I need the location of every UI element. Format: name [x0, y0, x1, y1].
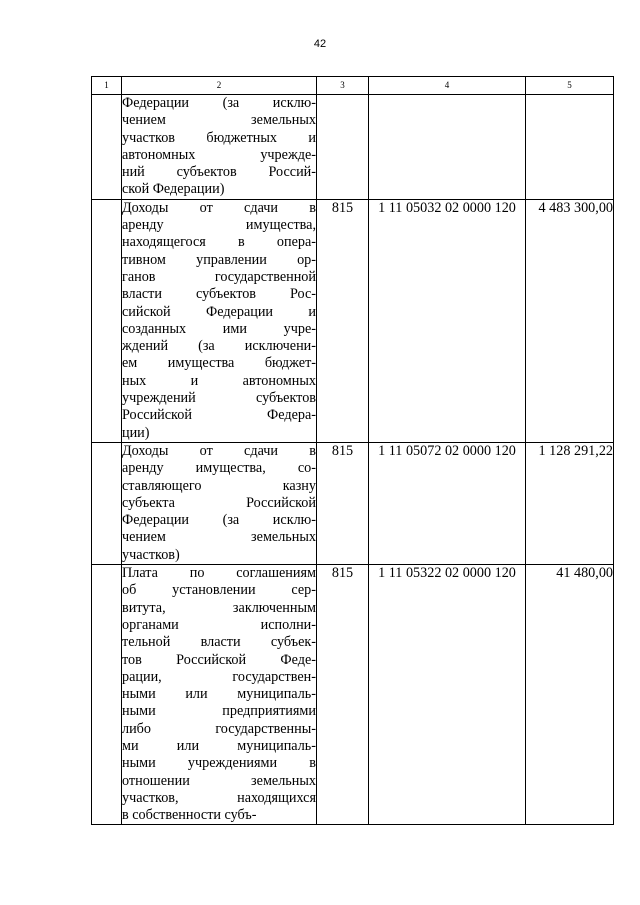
- revenue-name-line: участков): [122, 546, 180, 563]
- revenue-name-line: тельной власти субъек-: [122, 634, 316, 651]
- revenue-name-line: власти субъектов Рос-: [122, 286, 316, 303]
- revenue-name-line: чением земельных: [122, 529, 316, 546]
- table-header-row: [92, 77, 614, 95]
- page-number: 42: [313, 38, 327, 50]
- revenue-name-line: ными предприятиями: [122, 703, 316, 720]
- revenue-name-line: субъекта Российской: [122, 494, 316, 511]
- admin-code-cell: 815: [317, 565, 369, 825]
- row-number-cell: [92, 95, 122, 200]
- revenue-table: [91, 76, 614, 825]
- amount-cell: 4 483 300,00: [526, 199, 614, 442]
- revenue-name-line: либо государственны-: [122, 720, 316, 737]
- revenue-name-line: Российской Федера-: [122, 407, 316, 424]
- revenue-name-line: ми или муниципаль-: [122, 737, 316, 754]
- amount-cell: 41 480,00: [526, 565, 614, 825]
- table-row: [92, 199, 614, 442]
- revenue-name-line: находящегося в опера-: [122, 234, 316, 251]
- revenue-name-line: учреждений субъектов: [122, 390, 316, 407]
- revenue-name-line: об установлении сер-: [122, 582, 316, 599]
- column-header-4: 4: [369, 77, 526, 95]
- revenue-name-line: ными или муниципаль-: [122, 686, 316, 703]
- revenue-name-line: сийской Федерации и: [122, 303, 316, 320]
- revenue-name-line: в собственности субъ-: [122, 807, 257, 824]
- revenue-name-line: ставляющего казну: [122, 477, 316, 494]
- revenue-name-line: Федерации (за исклю-: [122, 95, 316, 111]
- revenue-name-line: ской Федерации): [122, 181, 225, 198]
- budget-classification-code-cell: 1 11 05032 02 0000 120: [369, 199, 526, 442]
- table-row: [92, 442, 614, 564]
- column-header-3: 3: [317, 77, 369, 95]
- amount-cell: [526, 95, 614, 200]
- row-number-cell: [92, 199, 122, 442]
- budget-classification-code-cell: 1 11 05072 02 0000 120: [369, 442, 526, 564]
- revenue-name-line: ждений (за исключени-: [122, 338, 316, 355]
- revenue-name-line: аренду имущества, со-: [122, 460, 316, 477]
- revenue-name-line: отношении земельных: [122, 772, 316, 789]
- revenue-name-line: ции): [122, 424, 150, 441]
- column-header-1: 1: [92, 77, 122, 95]
- row-number-cell: [92, 442, 122, 564]
- revenue-name-line: Плата по соглашениям: [122, 565, 316, 582]
- revenue-name-line: Доходы от сдачи в: [122, 199, 316, 216]
- table-body: [92, 95, 614, 825]
- revenue-name-line: автономных учрежде-: [122, 146, 316, 163]
- revenue-name-line: участков бюджетных и: [122, 129, 316, 146]
- revenue-name-line: ганов государственной: [122, 268, 316, 285]
- revenue-name-line: Доходы от сдачи в: [122, 442, 316, 459]
- admin-code-cell: 815: [317, 442, 369, 564]
- revenue-name-line: органами исполни-: [122, 616, 316, 633]
- admin-code-cell: 815: [317, 199, 369, 442]
- budget-classification-code-cell: [369, 95, 526, 200]
- table-row: [92, 95, 614, 200]
- revenue-name-line: рации, государствен-: [122, 668, 316, 685]
- admin-code-cell: [317, 95, 369, 200]
- column-header-5: 5: [526, 77, 614, 95]
- revenue-name-line: ных и автономных: [122, 372, 316, 389]
- revenue-name-line: ний субъектов Россий-: [122, 164, 316, 181]
- revenue-name-cell: [122, 565, 317, 825]
- revenue-name-cell: [122, 95, 317, 200]
- column-header-2: 2: [122, 77, 317, 95]
- revenue-name-line: ем имущества бюджет-: [122, 355, 316, 372]
- revenue-name-line: участков, находящихся: [122, 789, 316, 806]
- revenue-name-line: аренду имущества,: [122, 217, 316, 234]
- revenue-name-line: созданных ими учре-: [122, 320, 316, 337]
- amount-cell: 1 128 291,22: [526, 442, 614, 564]
- table-row: [92, 565, 614, 825]
- revenue-name-line: чением земельных: [122, 112, 316, 129]
- revenue-name-line: Федерации (за исклю-: [122, 512, 316, 529]
- revenue-name-cell: [122, 199, 317, 442]
- revenue-name-line: тивном управлении ор-: [122, 251, 316, 268]
- budget-classification-code-cell: 1 11 05322 02 0000 120: [369, 565, 526, 825]
- row-number-cell: [92, 565, 122, 825]
- revenue-name-cell: [122, 442, 317, 564]
- revenue-name-line: тов Российской Феде-: [122, 651, 316, 668]
- revenue-name-line: ными учреждениями в: [122, 755, 316, 772]
- revenue-name-line: витута, заключенным: [122, 599, 316, 616]
